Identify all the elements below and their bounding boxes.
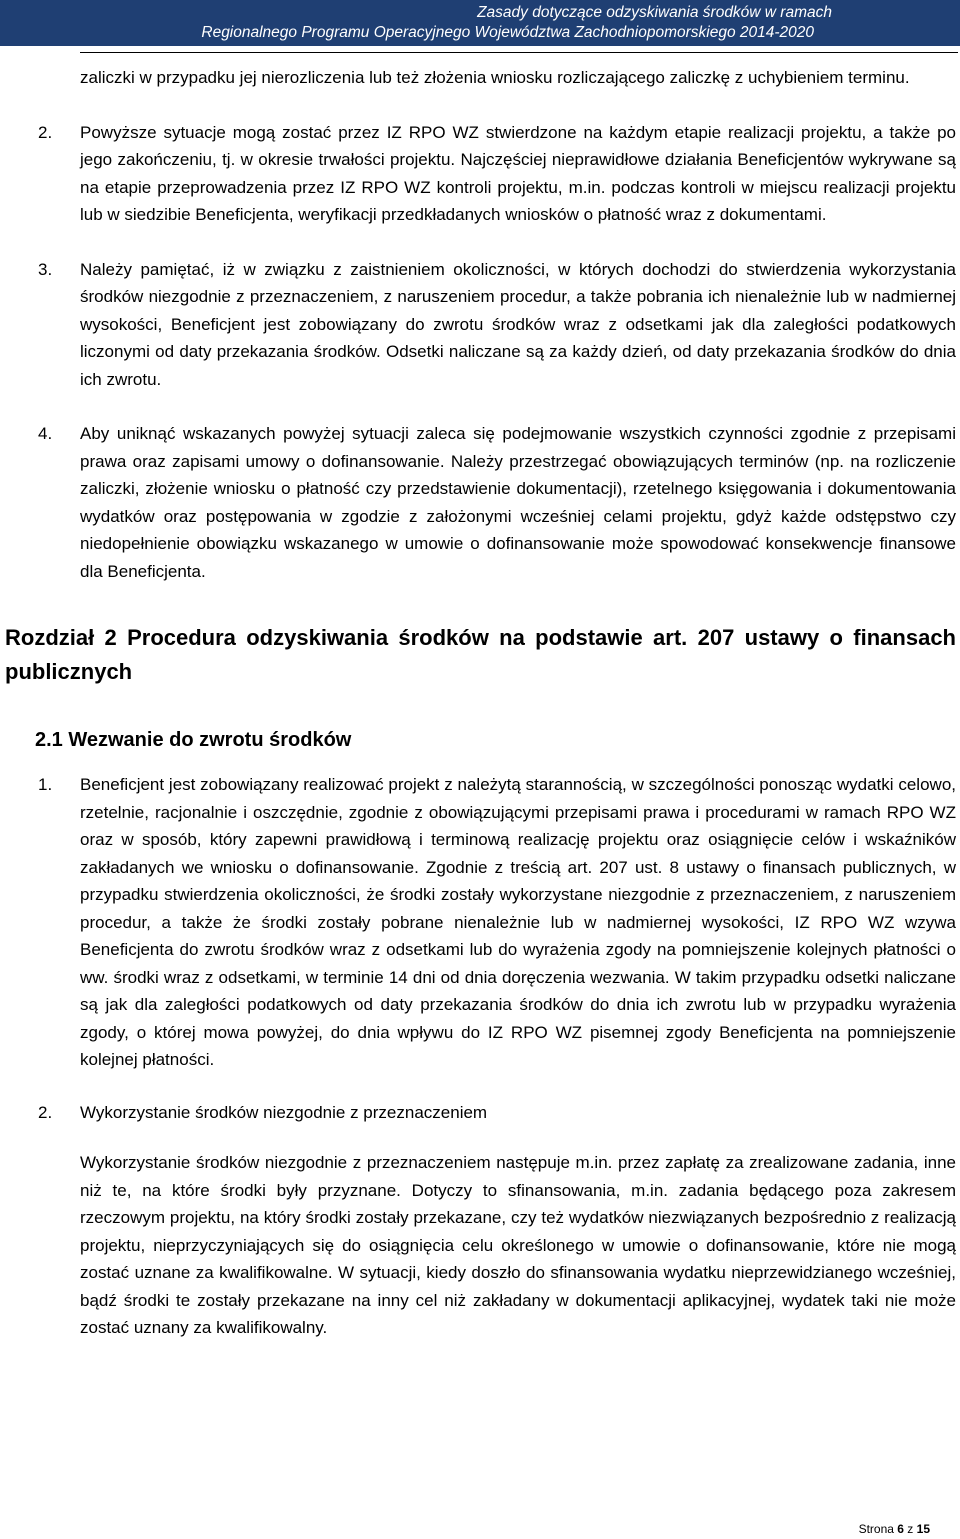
list-item-number: 4. (38, 424, 53, 443)
page-number: 6 (897, 1522, 904, 1536)
list-item (0, 771, 960, 1074)
list-item-number: 1. (38, 775, 53, 794)
list-item-number: 3. (38, 259, 53, 279)
list-item (0, 1099, 960, 1127)
page-separator: z (907, 1522, 914, 1536)
header-title-line1: Zasady dotyczące odzyskiwania środków w ramach (477, 4, 832, 21)
page-label: Strona (858, 1522, 894, 1536)
list-item-text: Powyższe sytuacje mogą zostać przez IZ RPO WZ stwierdzone na każdym etapie realizacji projektu, a także po jego zakończeniu, tj. w okresie trwałości projektu. Najczęściej nieprawidłowe działania Beneficjentów wykrywane są na etapie przeprowadzenia przez IZ RPO WZ kontroli projektu, m.in. podczas kontroli w miejscu realizacji projektu lub w siedzibie Beneficjenta, weryfikacji przedkładanych wniosków o płatność wraz z dokumentami. (80, 122, 956, 224)
list-item-text: Należy pamiętać, iż w związku z zaistnieniem okoliczności, w których dochodzi do stwierdzenia wykorzystania środków niezgodnie z przeznaczeniem, z naruszeniem procedur, a także pobrania ich nienależnie lub w nadmiernej wysokości, Beneficjent jest zobowiązany do zwrotu środków wraz z odsetkami jak dla zaległości podatkowych liczonymi od daty przekazania środków. Odsetki naliczane są za każdy dzień, od daty przekazania środków do dnia ich zwrotu. (80, 259, 956, 389)
page-footer (859, 1521, 930, 1537)
list-item-text: Beneficjent jest zobowiązany realizować projekt z należytą starannością, w szczególności ponosząc wydatki celowo, rzetelnie, racjonalnie i oszczędnie, zgodnie z obowiązującymi przepisami prawa i procedurami w ramach RPO WZ oraz w sposób, który zapewni prawidłową i terminową realizację projektu oraz osiągnięcie celów i wskaźników zakładanych we wniosku o dofinansowanie. Zgodnie z treścią art. 207 ust. 8 ustawy o finansach publicznych, w przypadku stwierdzenia okoliczności, że środki zostały wykorzystane niezgodnie z przeznaczeniem, z naruszeniem procedur, a także że środki zostały pobrane nienależnie lub w nadmiernej wysokości, IZ RPO WZ wzywa Beneficjenta do zwrotu środków wraz z odsetkami lub do wyrażenia zgody na pomniejszenie kolejnych płatności o ww. środki wraz z odsetkami, w terminie 14 dni od dnia doręczenia wezwania. W takim przypadku odsetki naliczane są jak dla zaległości podatkowych od daty przekazania środków do dnia ich zwrotu lub w przypadku wyrażenia zgody, o której mowa powyżej, do dnia wpływu do IZ RPO WZ pisemnej zgody Beneficjenta na pomniejszenie kolejnej płatności. (80, 775, 956, 1069)
document-body (0, 64, 960, 1342)
header-divider (80, 52, 958, 53)
chapter-title: Rozdział 2 Procedura odzyskiwania środków na podstawie art. 207 ustawy o finansach publicznych (5, 625, 956, 684)
page-header (0, 0, 960, 46)
final-paragraph: Wykorzystanie środków niezgodnie z przeznaczeniem następuje m.in. przez zapłatę za zrealizowane zadania, inne niż te, na które środki były przyznane. Dotyczy to sfinansowania, m.in. zadania będącego poza zakresem rzeczowym projektu, na który środki zostały przekazane, czy też wydatków niezwiązanych bezpośrednio z realizacją projektu, nieprzyczyniających się do osiągnięcia celu określonego w umowie o dofinansowanie, które nie mogą zostać uznane za kwalifikowalne. W sytuacji, kiedy doszło do sfinansowania wydatku nieprzewidzianego wcześniej, bądź środki te zostały przekazane na inny cel niż zakładany w dokumentacji aplikacyjnej, wydatek taki nie może zostać uznany za kwalifikowalny. (80, 1153, 956, 1337)
list-item (0, 420, 960, 585)
list-item-text: Aby uniknąć wskazanych powyżej sytuacji zaleca się podejmowanie wszystkich czynności zgodnie z przepisami prawa oraz zapisami umowy o dofinansowanie. Należy przestrzegać obowiązujących terminów (np. na rozliczenie zaliczki, złożenie wniosku o płatność czy przedstawienie dokumentacji), rzetelnego księgowania i dokumentowania wydatków oraz postępowania w zgodzie z założonymi wcześniej celami projektu, gdyż każde odstępstwo czy niedopełnienie obowiązku wskazanego w umowie o dofinansowanie może spowodować konsekwencje finansowe dla Beneficjenta. (80, 424, 956, 581)
list-item-number: 2. (38, 1102, 53, 1122)
list-item-text: Wykorzystanie środków niezgodnie z przeznaczeniem (80, 1102, 488, 1122)
list-item (0, 119, 960, 229)
intro-paragraph: zaliczki w przypadku jej nierozliczenia lub też złożenia wniosku rozliczającego zaliczkę z uchybieniem terminu. (80, 68, 910, 87)
list-item-number: 2. (38, 122, 53, 142)
section-title: 2.1 Wezwanie do zwrotu środków (35, 729, 352, 751)
header-title-line2: Regionalnego Programu Operacyjnego Województwa Zachodniopomorskiego 2014-2020 (201, 24, 814, 41)
list-item (0, 256, 960, 394)
page-total: 15 (916, 1522, 930, 1536)
